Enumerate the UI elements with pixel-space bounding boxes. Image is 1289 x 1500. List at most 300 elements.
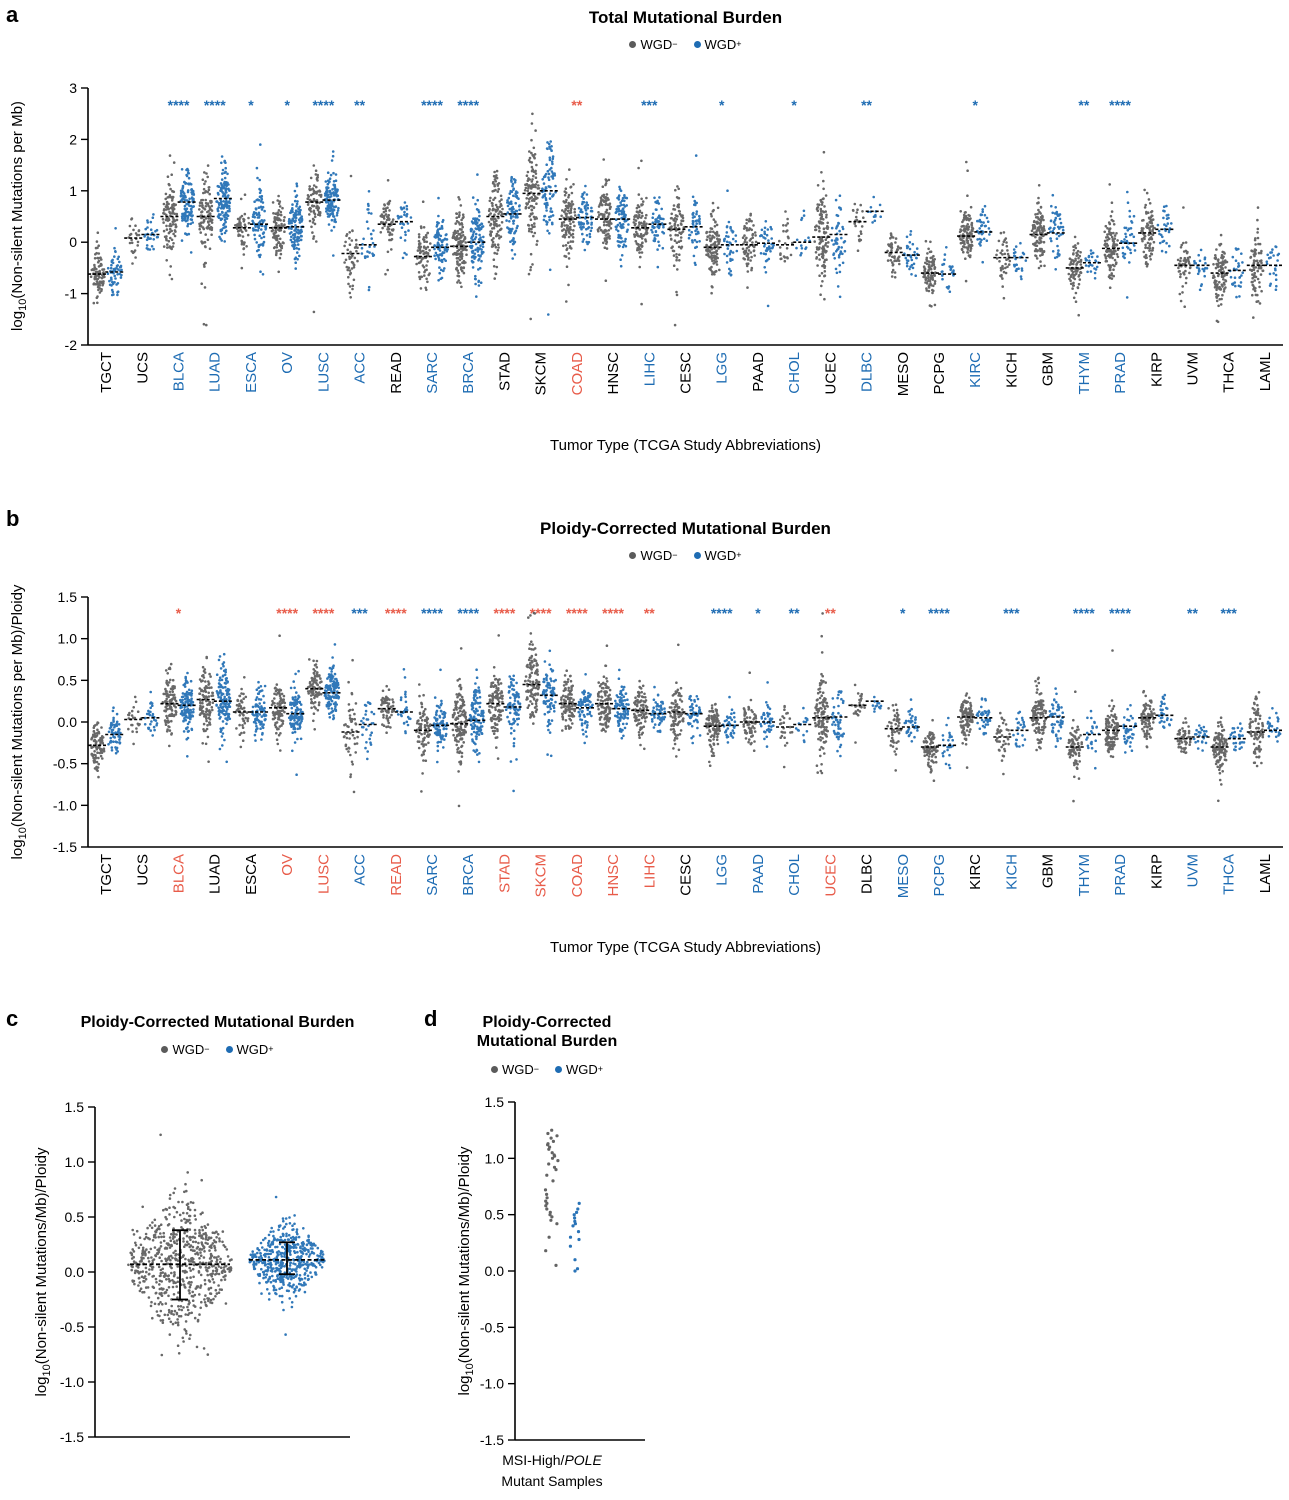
significance-stars: **** <box>529 605 552 621</box>
x-tick-label: LIHC <box>641 352 659 387</box>
significance-stars: * <box>755 605 761 621</box>
x-tick-label: KIRP <box>1148 352 1166 388</box>
significance-stars: ** <box>1187 605 1198 621</box>
panel-a-y-axis-label: $\log_{10}(Non$-silent Mutations per Mb) <box>9 101 29 331</box>
x-tick-label: BRCA <box>460 352 478 394</box>
significance-stars: ** <box>354 97 366 113</box>
y-tick-label: 1.0 <box>57 630 77 647</box>
swarm-points <box>997 232 1010 298</box>
significance-stars: **** <box>457 605 480 621</box>
significance-stars: **** <box>421 97 443 113</box>
swarm-points <box>1213 718 1227 801</box>
y-tick-label: 0.5 <box>484 1206 504 1223</box>
swarm-points <box>1178 718 1191 752</box>
swarm-points <box>815 613 829 773</box>
x-tick-label: LAML <box>1256 352 1274 392</box>
swarm-points <box>904 231 917 275</box>
significance-stars: **** <box>493 605 516 621</box>
y-tick-label: -1 <box>64 285 77 302</box>
x-tick-label: ESCA <box>243 352 260 393</box>
swarm-points <box>1106 651 1118 757</box>
significance-stars: *** <box>1220 605 1237 621</box>
swarm-points <box>815 152 829 299</box>
swarm-points <box>470 175 484 297</box>
swarm-points <box>652 197 664 267</box>
pole-gene-label: POLE <box>564 1452 602 1468</box>
swarm-points <box>289 671 303 775</box>
swarm-points <box>236 677 249 747</box>
x-tick-label: COAD <box>568 352 586 396</box>
x-tick-label: PAAD <box>749 854 767 894</box>
swarm-points <box>163 664 176 746</box>
significance-stars: * <box>175 605 182 621</box>
swarm-points <box>761 682 774 746</box>
x-tick-label: LUAD <box>206 854 224 895</box>
swarm-points <box>744 673 756 751</box>
significance-stars: * <box>900 605 906 621</box>
panel-c-y-axis-label: $\log_{10}(Non$-silent Mutations/Mb)/Ploidy <box>33 1147 53 1397</box>
x-tick-label: HNSC <box>605 352 623 395</box>
swarm-points <box>634 161 648 304</box>
significance-stars: **** <box>1109 605 1131 621</box>
panel-c-letter: c <box>6 1006 19 1031</box>
swarm-points <box>1249 692 1263 766</box>
legend-wgd-neg: WGD − <box>629 548 677 563</box>
x-tick-label: LGG <box>713 352 731 384</box>
legend-wgd-pos: WGD + <box>694 548 742 563</box>
x-tick-label: CHOL <box>786 352 804 394</box>
x-tick-label: THCA <box>1220 854 1238 895</box>
y-tick-label: -1.5 <box>479 1432 504 1448</box>
legend-wgd-pos: WGD + <box>226 1042 274 1057</box>
x-tick-label: READ <box>387 352 405 394</box>
x-tick-label: ESCA <box>243 854 260 895</box>
x-tick-label: KIRC <box>967 854 985 890</box>
significance-stars: * <box>791 97 797 113</box>
y-tick-label: -1.0 <box>479 1375 504 1392</box>
significance-stars: **** <box>457 97 480 113</box>
legend-wgd-pos-sign: + <box>736 39 742 49</box>
swarm-points <box>868 197 881 222</box>
significance-stars: ** <box>788 605 800 621</box>
swarm-points <box>888 705 901 771</box>
swarm-points <box>543 651 556 756</box>
y-tick-label: 0.0 <box>64 1264 84 1280</box>
x-tick-label: PCPG <box>931 854 948 897</box>
swarm-points <box>362 191 375 290</box>
swarm-points <box>1122 192 1136 297</box>
swarm-points <box>977 206 990 262</box>
swarm-points <box>598 646 611 732</box>
legend-wgd-neg <box>629 37 677 52</box>
swarm-points <box>108 228 122 295</box>
legend-wgd-pos: WGD + <box>555 1062 603 1077</box>
x-tick-label: LGG <box>713 854 731 886</box>
legend-wgd-pos-label: WGD <box>704 37 737 52</box>
significance-stars: **** <box>384 605 407 621</box>
panel-d-plot <box>480 1094 645 1448</box>
significance-stars: * <box>248 97 254 113</box>
swarm-points <box>91 723 104 778</box>
x-tick-label: PAAD <box>749 352 767 392</box>
wgd-pos-dot-icon <box>694 552 701 559</box>
swarm-points <box>235 195 249 268</box>
x-tick-label: PRAD <box>1112 854 1129 896</box>
y-tick-label: 1 <box>69 182 77 199</box>
x-tick-label: UCEC <box>822 854 840 897</box>
x-tick-label: KICH <box>1003 352 1021 388</box>
swarm-points <box>129 219 139 264</box>
swarm-points <box>199 166 212 326</box>
y-tick-label: 0.0 <box>484 1263 504 1279</box>
swarm-points <box>525 114 539 319</box>
y-tick-label: 1.5 <box>57 589 77 605</box>
x-tick-label: THCA <box>1220 352 1238 393</box>
swarm-points <box>361 702 374 759</box>
x-tick-label: LUSC <box>315 352 333 393</box>
swarm-points <box>546 1130 558 1265</box>
swarm-points <box>1230 724 1244 751</box>
x-tick-label: SARC <box>424 854 441 896</box>
swarm-points <box>1159 695 1171 728</box>
swarm-points <box>960 162 974 281</box>
y-tick-label: 1.0 <box>64 1154 84 1170</box>
y-tick-label: -0.5 <box>479 1319 504 1336</box>
panel-a-legend <box>88 37 1283 52</box>
swarm-points <box>723 697 735 742</box>
wgd-neg-dot-icon <box>629 41 636 48</box>
x-tick-label: GBM <box>1039 854 1057 889</box>
significance-stars: *** <box>1003 605 1020 621</box>
wgd-pos-dot-icon <box>226 1046 233 1053</box>
swarm-points <box>1230 249 1243 298</box>
swarm-points <box>253 145 267 275</box>
y-tick-label: -1.5 <box>52 839 77 855</box>
panel-d-x-caption-line1: MSI-High/POLE <box>502 1452 602 1468</box>
swarm-points <box>706 203 719 293</box>
x-tick-label: TGCT <box>98 854 116 895</box>
x-tick-label: TGCT <box>98 352 116 393</box>
significance-stars: ** <box>571 97 583 113</box>
significance-stars: **** <box>167 97 190 113</box>
swarm-points <box>562 170 576 302</box>
swarm-points <box>145 214 158 249</box>
x-tick-label: UCS <box>134 854 152 886</box>
swarm-points <box>615 670 628 738</box>
swarm-points <box>181 169 194 252</box>
swarm-points <box>1213 235 1227 322</box>
swarm-points <box>832 196 845 297</box>
y-tick-label: -0.5 <box>59 1319 84 1335</box>
panel-b-title: Ploidy-Corrected Mutational Burden <box>540 519 831 538</box>
swarm-points <box>1124 705 1136 752</box>
swarm-points <box>1032 678 1046 750</box>
y-tick-label: -0.5 <box>52 755 77 772</box>
panel-b-plot <box>53 589 1283 898</box>
y-tick-label: -1.0 <box>59 1374 84 1390</box>
swarm-points <box>579 186 592 250</box>
swarm-points <box>542 142 555 315</box>
swarm-points <box>780 706 792 767</box>
swarm-points <box>943 718 953 768</box>
significance-stars: ** <box>861 97 873 113</box>
x-tick-label: LUAD <box>206 352 224 393</box>
swarm-points <box>853 204 863 251</box>
swarm-points <box>1069 237 1082 315</box>
significance-stars: * <box>718 97 725 113</box>
swarm-points <box>272 196 285 272</box>
swarm-points <box>289 184 303 269</box>
x-tick-label: UVM <box>1184 854 1202 888</box>
swarm-points <box>634 681 648 749</box>
wgd-pos-dot-icon <box>555 1066 562 1073</box>
x-tick-label: STAD <box>496 854 514 893</box>
swarm-points <box>325 644 339 719</box>
legend-wgd-pos <box>694 37 742 52</box>
swarm-points <box>128 697 141 744</box>
swarm-points <box>760 221 773 306</box>
y-tick-label: 0.0 <box>57 714 77 730</box>
wgd-neg-dot-icon <box>161 1046 168 1053</box>
x-tick-label: PCPG <box>931 352 948 395</box>
x-tick-label: ACC <box>351 352 369 384</box>
swarm-points <box>272 636 285 751</box>
x-tick-label: SKCM <box>532 854 550 898</box>
swarm-points <box>1141 691 1154 747</box>
swarm-points <box>416 685 430 792</box>
panel-c-legend <box>25 1042 410 1057</box>
swarm-points <box>1014 712 1025 747</box>
panel-d-y-axis-label: $\log_{10}(Non$-silent Mutations/Mb)/Ploidy <box>456 1146 476 1396</box>
swarm-points <box>163 156 177 279</box>
significance-stars: *** <box>641 97 658 113</box>
x-tick-label: MESO <box>894 854 912 899</box>
panel-d-title-line2: Mutational Burden <box>476 1033 618 1051</box>
legend-wgd-neg: WGD − <box>161 1042 209 1057</box>
x-tick-label: KICH <box>1003 854 1021 890</box>
swarm-points <box>688 696 701 743</box>
significance-stars: **** <box>312 605 335 621</box>
significance-stars: * <box>284 97 290 113</box>
x-tick-label: PRAD <box>1112 352 1129 394</box>
swarm-points <box>145 692 157 735</box>
swarm-points <box>434 670 447 762</box>
swarm-points <box>832 691 843 756</box>
significance-stars: **** <box>1072 605 1095 621</box>
x-tick-label: OV <box>279 854 297 876</box>
panel-a-letter: a <box>6 2 19 27</box>
x-tick-label: KIRP <box>1148 854 1166 890</box>
panel-d-legend <box>427 1062 667 1077</box>
swarm-points <box>1178 208 1190 307</box>
swarm-points <box>1049 195 1063 269</box>
swarm-points <box>489 635 503 758</box>
panel-a-x-axis-label: Tumor Type (TCGA Study Abbreviations) <box>550 437 821 454</box>
panel-b-legend <box>88 548 1283 563</box>
significance-stars: **** <box>928 605 950 621</box>
significance-stars: **** <box>276 605 299 621</box>
y-tick-label: 0.5 <box>57 672 77 689</box>
x-tick-label: MESO <box>894 352 912 397</box>
swarm-points <box>325 152 339 256</box>
legend-wgd-neg: WGD − <box>491 1062 539 1077</box>
significance-stars: **** <box>1109 97 1131 113</box>
y-tick-label: 0 <box>69 234 77 251</box>
swarm-points <box>689 156 700 265</box>
swarm-points <box>888 234 901 278</box>
swarm-points <box>651 687 664 732</box>
swarm-points <box>200 657 213 762</box>
x-tick-label: DLBC <box>858 352 876 393</box>
swarm-points <box>180 673 193 756</box>
panel-d-title <box>427 1013 667 1051</box>
swarm-points <box>398 203 411 258</box>
panel-c-title: Ploidy-Corrected Mutational Burden <box>80 1014 355 1031</box>
x-tick-label: UCS <box>134 352 152 384</box>
significance-stars: ** <box>643 605 655 621</box>
y-tick-label: 0.5 <box>64 1209 84 1225</box>
x-tick-label: HNSC <box>605 854 623 897</box>
swarm-points <box>797 211 810 255</box>
swarm-points <box>670 645 683 757</box>
swarm-points <box>1087 711 1099 768</box>
swarm-points <box>598 160 611 281</box>
swarm-points <box>525 613 539 724</box>
panel-d-x-caption <box>432 1450 672 1492</box>
swarm-points <box>345 176 358 297</box>
swarm-points <box>308 166 322 312</box>
x-tick-label: CESC <box>677 352 695 394</box>
swarm-points <box>489 171 503 279</box>
swarm-points <box>217 654 230 762</box>
wgd-neg-dot-icon <box>629 552 636 559</box>
swarm-points <box>506 676 520 791</box>
y-tick-label: -1.5 <box>59 1429 84 1445</box>
legend-wgd-neg-label: WGD <box>640 37 673 52</box>
swarm-points <box>453 648 467 806</box>
swarm-points <box>743 214 756 288</box>
x-tick-label: THYM <box>1075 352 1093 395</box>
significance-stars: * <box>972 97 978 113</box>
significance-stars: *** <box>351 605 368 621</box>
x-tick-label: BLCA <box>170 854 188 894</box>
swarm-points <box>1141 190 1154 266</box>
x-tick-label: BRCA <box>460 854 478 896</box>
significance-stars: **** <box>602 605 624 621</box>
x-tick-label: KIRC <box>967 352 985 388</box>
x-tick-label: DLBC <box>858 854 876 895</box>
swarm-points <box>1194 250 1207 290</box>
swarm-points <box>1032 185 1046 268</box>
significance-stars: **** <box>203 97 226 113</box>
swarm-points <box>453 197 467 286</box>
panel-a-title: Total Mutational Burden <box>588 8 783 27</box>
swarm-points <box>996 713 1009 774</box>
panel-b-letter: b <box>6 506 20 531</box>
y-tick-label: 1.5 <box>64 1099 84 1115</box>
swarm-points <box>579 674 593 743</box>
x-tick-label: CHOL <box>786 854 804 896</box>
wgd-pos-dot-icon <box>694 41 701 48</box>
panel-a-plot <box>65 80 1283 396</box>
x-tick-label: STAD <box>496 352 514 391</box>
swarm-points <box>1105 184 1118 287</box>
swarm-points <box>706 704 720 766</box>
swarm-points <box>942 247 954 291</box>
swarm-points <box>435 198 448 280</box>
swarm-points <box>905 700 918 742</box>
swarm-points <box>873 697 881 712</box>
swarm-points <box>924 720 938 781</box>
significance-stars: ** <box>824 605 836 621</box>
swarm-points <box>91 233 104 303</box>
x-tick-label: LUSC <box>315 854 333 895</box>
x-tick-label: CESC <box>677 854 695 896</box>
swarm-points <box>470 670 484 762</box>
swarm-points <box>253 682 266 740</box>
swarm-points <box>960 694 972 768</box>
panel-c-plot <box>60 1099 350 1445</box>
x-tick-label: GBM <box>1039 352 1057 387</box>
y-tick-label: 1.5 <box>484 1094 504 1110</box>
swarm-points <box>1194 726 1207 751</box>
swarm-points <box>779 212 792 262</box>
significance-stars: **** <box>421 605 443 621</box>
x-tick-label: LIHC <box>641 854 659 889</box>
panel-b-y-axis-label: $\log_{10}(Non$-silent Mutations per Mb)/Ploidy <box>9 584 29 860</box>
x-tick-label: ACC <box>351 854 369 886</box>
y-tick-label: -1.0 <box>52 797 77 814</box>
swarm-points <box>1250 208 1263 318</box>
legend-wgd-neg-sign: − <box>672 39 678 49</box>
y-tick-label: 2 <box>69 131 77 148</box>
swarm-points <box>344 660 358 792</box>
swarm-points <box>1086 251 1099 279</box>
swarm-points <box>506 177 520 258</box>
significance-stars: **** <box>565 605 588 621</box>
x-tick-label: COAD <box>568 854 586 898</box>
swarm-points <box>561 671 575 731</box>
panel-b-x-axis-label: Tumor Type (TCGA Study Abbreviations) <box>550 939 821 956</box>
panel-d-x-caption-line2: Mutant Samples <box>501 1473 603 1489</box>
y-tick-label: 3 <box>69 80 77 96</box>
x-tick-label: BLCA <box>170 352 188 392</box>
significance-stars: ** <box>1078 97 1090 113</box>
swarm-points <box>217 157 231 242</box>
swarm-points <box>109 708 121 754</box>
y-tick-label: -2 <box>64 337 77 353</box>
x-tick-label: LAML <box>1256 854 1274 894</box>
x-tick-label: OV <box>279 352 297 374</box>
swarm-points <box>1158 206 1171 252</box>
swarm-points <box>381 180 394 274</box>
x-tick-label: UVM <box>1184 352 1202 386</box>
swarm-points <box>570 1203 579 1271</box>
x-tick-label: UCEC <box>822 352 840 395</box>
swarm-points <box>1267 247 1279 290</box>
swarm-points <box>852 685 865 743</box>
panel-d-letter: d <box>424 1006 438 1031</box>
swarm-points <box>670 186 684 325</box>
x-tick-label: READ <box>387 854 405 896</box>
y-tick-label: 1.0 <box>484 1150 504 1167</box>
swarm-points <box>724 191 737 276</box>
wgd-neg-dot-icon <box>491 1066 498 1073</box>
swarm-points <box>616 187 629 266</box>
x-tick-label: SKCM <box>532 352 550 396</box>
swarm-points <box>1014 243 1026 279</box>
swarm-points <box>397 669 410 733</box>
